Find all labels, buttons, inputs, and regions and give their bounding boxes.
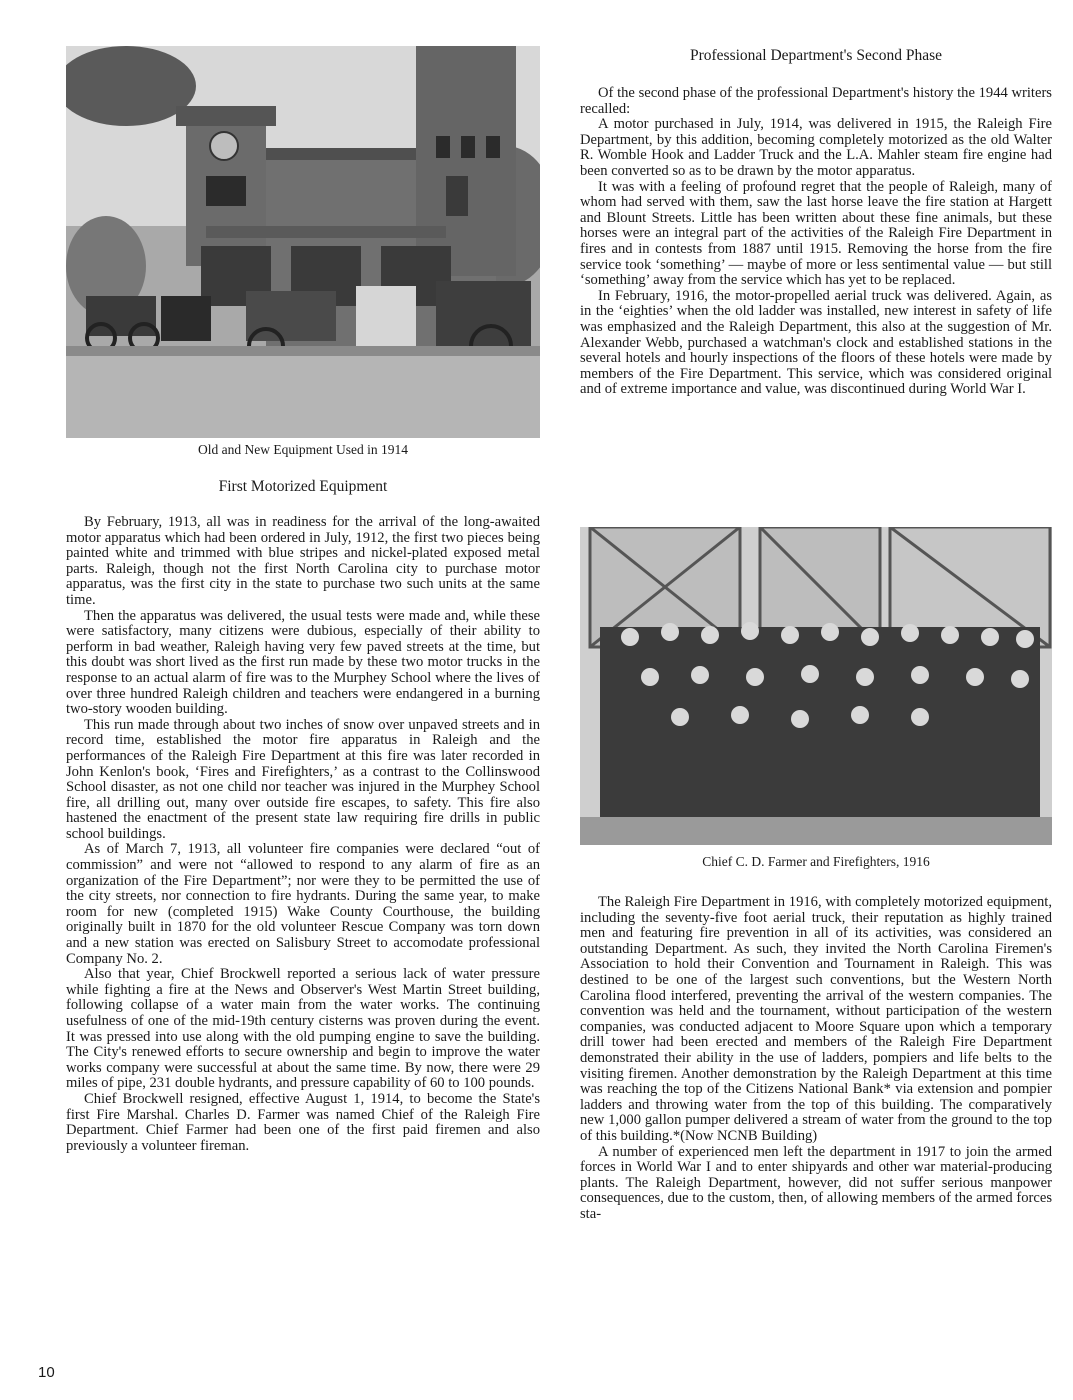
- page-number: 10: [38, 1364, 55, 1381]
- paragraph: A number of experienced men left the department in 1917 to join the armed forces in World War I and to enter shipyards and other war material-producing plants. The Raleigh Department, however, did not suffer serious manpower consequences, due to the custom, then, of allowing members of the armed forces sta-: [580, 1143, 1052, 1222]
- left-body-text: [66, 515, 540, 1154]
- firefighters-photo: [580, 527, 1052, 845]
- paragraph: Then the apparatus was delivered, the usual tests were made and, while these were satisfactory, many citizens were dubious, especially of their ability to perform in bad weather, Raleigh having very few paved streets at the time, but this doubt was short lived as the first run made by these two motor trucks in the response to an actual alarm of fire was to the Murphey School where the lives of over three hundred Raleigh children and teachers were endangered in a burning two-story wooden building.: [66, 607, 540, 718]
- paragraph: Also that year, Chief Brockwell reported a serious lack of water pressure while fighting a fire at the News and Observer's West Martin Street building, following collapse of a water main from the water works. The continuing usefulness of one of the mid-19th century cisterns was proven during the event. It was pressed into use along with the old pumping engine to save the building. The City's renewed efforts to secure ownership and begin to improve the water works company were successful at about the same time. By now, there were 29 miles of pipe, 231 double hydrants, and pressure capability of 60 to 100 pounds.: [66, 966, 540, 1092]
- paragraph: Chief Brockwell resigned, effective August 1, 1914, to become the State's first Fire Marshal. Charles D. Farmer was named Chief of the Raleigh Fire Department. Chief Farmer had been one of the first paid firemen and also previously a volunteer fireman.: [66, 1090, 540, 1154]
- paragraph: As of March 7, 1913, all volunteer fire companies were declared “out of commission” and were not “allowed to respond to any alarm of fire as an organization of the Fire Department”; nor were they to be permitted the use of the city streets, nor connection to fire hydrants. During the same year, to make room for new (completed 1915) Wake County Courthouse, the building originally built in 1870 for the old volunteer Rescue Company was torn down and a new station was erected on Salisbury Street to accomodate professional Company No. 2.: [66, 841, 540, 967]
- photo-caption: Old and New Equipment Used in 1914: [198, 442, 408, 457]
- paragraph: It was with a feeling of profound regret that the people of Raleigh, many of whom had served with them, saw the last horse leave the fire station at Hargett and Blount Streets. Little has been written about these fine animals, but these horses were an integral part of the activities of the Raleigh Fire Department in fires and in contests from 1887 until 1915. Removing the horse from the fire service took ‘something’ — maybe of more or less sentimental value — but still ‘something’ away from the service which has yet to be replaced.: [580, 178, 1052, 289]
- section-heading: Professional Department's Second Phase: [689, 47, 943, 64]
- firefighters-illustration: [580, 527, 1052, 845]
- paragraph: In February, 1916, the motor-propelled aerial truck was delivered. Again, as in the ‘eighties’ when the old ladder was installed, new interest in safety of life was emphasized and the Raleigh Department, this also at the suggestion of Mr. Alexander Webb, purchased a watchman's clock and established stations in the several hotels and hourly inspections of the floors of these hotels were made by members of the Fire Department. This service, which was considered original and of extreme importance and value, was discontinued during World War I.: [580, 287, 1052, 398]
- paragraph: This run made through about two inches of snow over unpaved streets and in record time, established the motor fire apparatus in Raleigh and the performances of the Raleigh Fire Department at this fire was later recorded in John Kenlon's book, ‘Fires and Firefighters,’ as a contrast to the Collinswood School disaster, as not one child nor teacher was injured in the Murphey School fire, all drilling out, many over outside fire escapes, to safety. This fire also hastened the enactment of the present state law requiring fire drills in public school buildings.: [66, 716, 540, 842]
- paragraph: By February, 1913, all was in readiness for the arrival of the long-awaited motor apparatus which had been ordered in July, 1912, the first two pieces being painted white and trimmed with blue stripes and nickel-plated exposed metal parts. Raleigh, though not the first North Carolina city to purchase motor apparatus, was the first city in the state to purchase two such units at the same time.: [66, 514, 540, 608]
- paragraph: The Raleigh Fire Department in 1916, with completely motorized equipment, including the seventy-five foot aerial truck, their reputation as highly trained men and featuring fire prevention in all of its activities, was considered an outstanding Department. As such, they invited the North Carolina Firemen's Association to hold their Convention and Tournament in Raleigh. This was destined to be one of the largest such conventions, but the Western North Carolina flood interfered, preventing the arrival of the western companies. The convention was held and the tournament, without participation of the western companies, was conducted adjacent to Moore Square upon which a temporary drill tower had been erected and members of the Raleigh Fire Department demonstrated their ability in the use of ladders, pompiers and life belts to the visiting firemen. Another demonstration by the Raleigh Department at this time was reaching the top of the Citizens National Bank* via extension and pompier ladders and throwing water from the top of this building. The comparatively new 1,000 gallon pumper delivered a stream of water from the ground to the top of this building.*(Now NCNB Building): [580, 894, 1052, 1144]
- paragraph: A motor purchased in July, 1914, was delivered in 1915, the Raleigh Fire Department, by this addition, becoming completely motorized as the old Walter R. Womble Hook and Ladder Truck and the L.A. Mahler steam fire engine had been converted so as to be drawn by the motor apparatus.: [580, 116, 1052, 179]
- section-heading: First Motorized Equipment: [218, 478, 388, 495]
- right-body-text-top: [580, 86, 1052, 398]
- paragraph: Of the second phase of the professional Department's history the 1944 writers recalled:: [580, 85, 1052, 117]
- right-body-text-bottom: [580, 895, 1052, 1222]
- fire-station-photo: [66, 46, 540, 438]
- photo-caption: Chief C. D. Farmer and Firefighters, 1916: [702, 854, 930, 869]
- fire-station-illustration: [66, 46, 540, 438]
